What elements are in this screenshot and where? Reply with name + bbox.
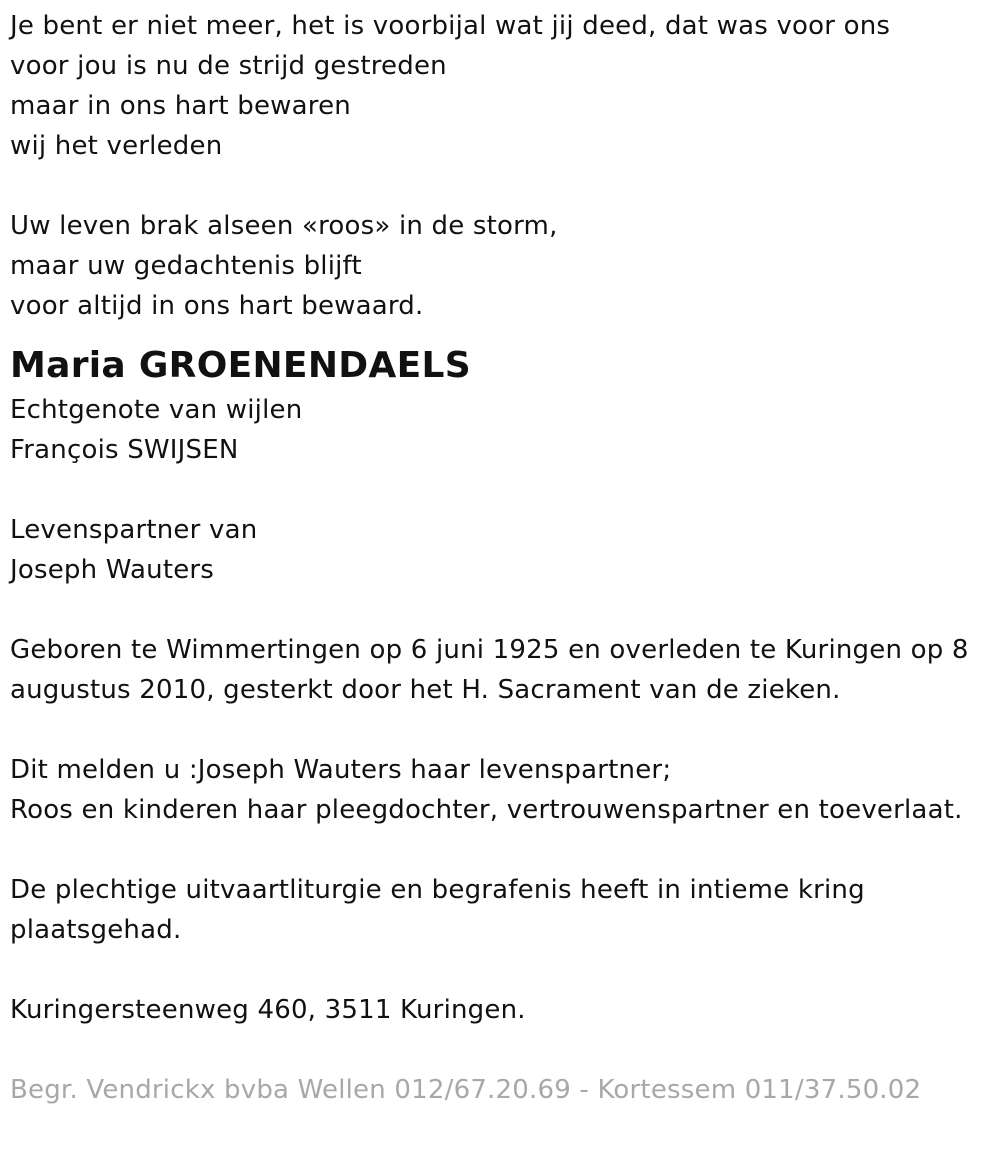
spacer: [10, 470, 990, 510]
poem-line: maar uw gedachtenis blijft: [10, 251, 362, 281]
poem-line: voor altijd in ons hart bewaard.: [10, 291, 424, 321]
funeral-paragraph: [10, 870, 990, 950]
address: Kuringersteenweg 460, 3511 Kuringen.: [10, 995, 526, 1025]
spouse-name: François SWIJSEN: [10, 435, 239, 465]
spacer: [10, 590, 990, 630]
paragraph-line: augustus 2010, gesterkt door het H. Sacrament van de zieken.: [10, 675, 841, 705]
obituary-card: [10, 6, 990, 1110]
spacer: [10, 950, 990, 990]
spacer: [10, 710, 990, 750]
poem-line: voor jou is nu de strijd gestreden: [10, 51, 447, 81]
partner-block: [10, 510, 990, 590]
paragraph-line: Roos en kinderen haar pleegdochter, vertrouwenspartner en toeverlaat.: [10, 795, 963, 825]
paragraph-line: Dit melden u :Joseph Wauters haar levenspartner;: [10, 755, 672, 785]
paragraph-line: plaatsgehad.: [10, 915, 182, 945]
poem-line: wij het verleden: [10, 131, 223, 161]
funeral-director-footer: Begr. Vendrickx bvba Wellen 012/67.20.69 - Kortessem 011/37.50.02: [10, 1075, 922, 1105]
poem-line: Uw leven brak alseen «roos» in de storm,: [10, 211, 558, 241]
poem-stanza-2: [10, 206, 990, 326]
poem-line: maar in ons hart bewaren: [10, 91, 351, 121]
spacer: [10, 1030, 990, 1070]
poem-stanza-1: [10, 6, 990, 166]
spacer: [10, 166, 990, 206]
deceased-name: Maria GROENENDAELS: [10, 345, 471, 386]
birth-death-paragraph: [10, 630, 990, 710]
poem-line: Je bent er niet meer, het is voorbijal wat jij deed, dat was voor ons: [10, 11, 891, 41]
paragraph-line: Geboren te Wimmertingen op 6 juni 1925 en overleden te Kuringen op 8: [10, 635, 969, 665]
relation-label: Levenspartner van: [10, 515, 258, 545]
announcement-paragraph: [10, 750, 990, 830]
partner-name: Joseph Wauters: [10, 555, 215, 585]
spouse-block: [10, 390, 990, 470]
relation-label: Echtgenote van wijlen: [10, 395, 303, 425]
spacer: [10, 830, 990, 870]
paragraph-line: De plechtige uitvaartliturgie en begrafenis heeft in intieme kring: [10, 875, 865, 905]
